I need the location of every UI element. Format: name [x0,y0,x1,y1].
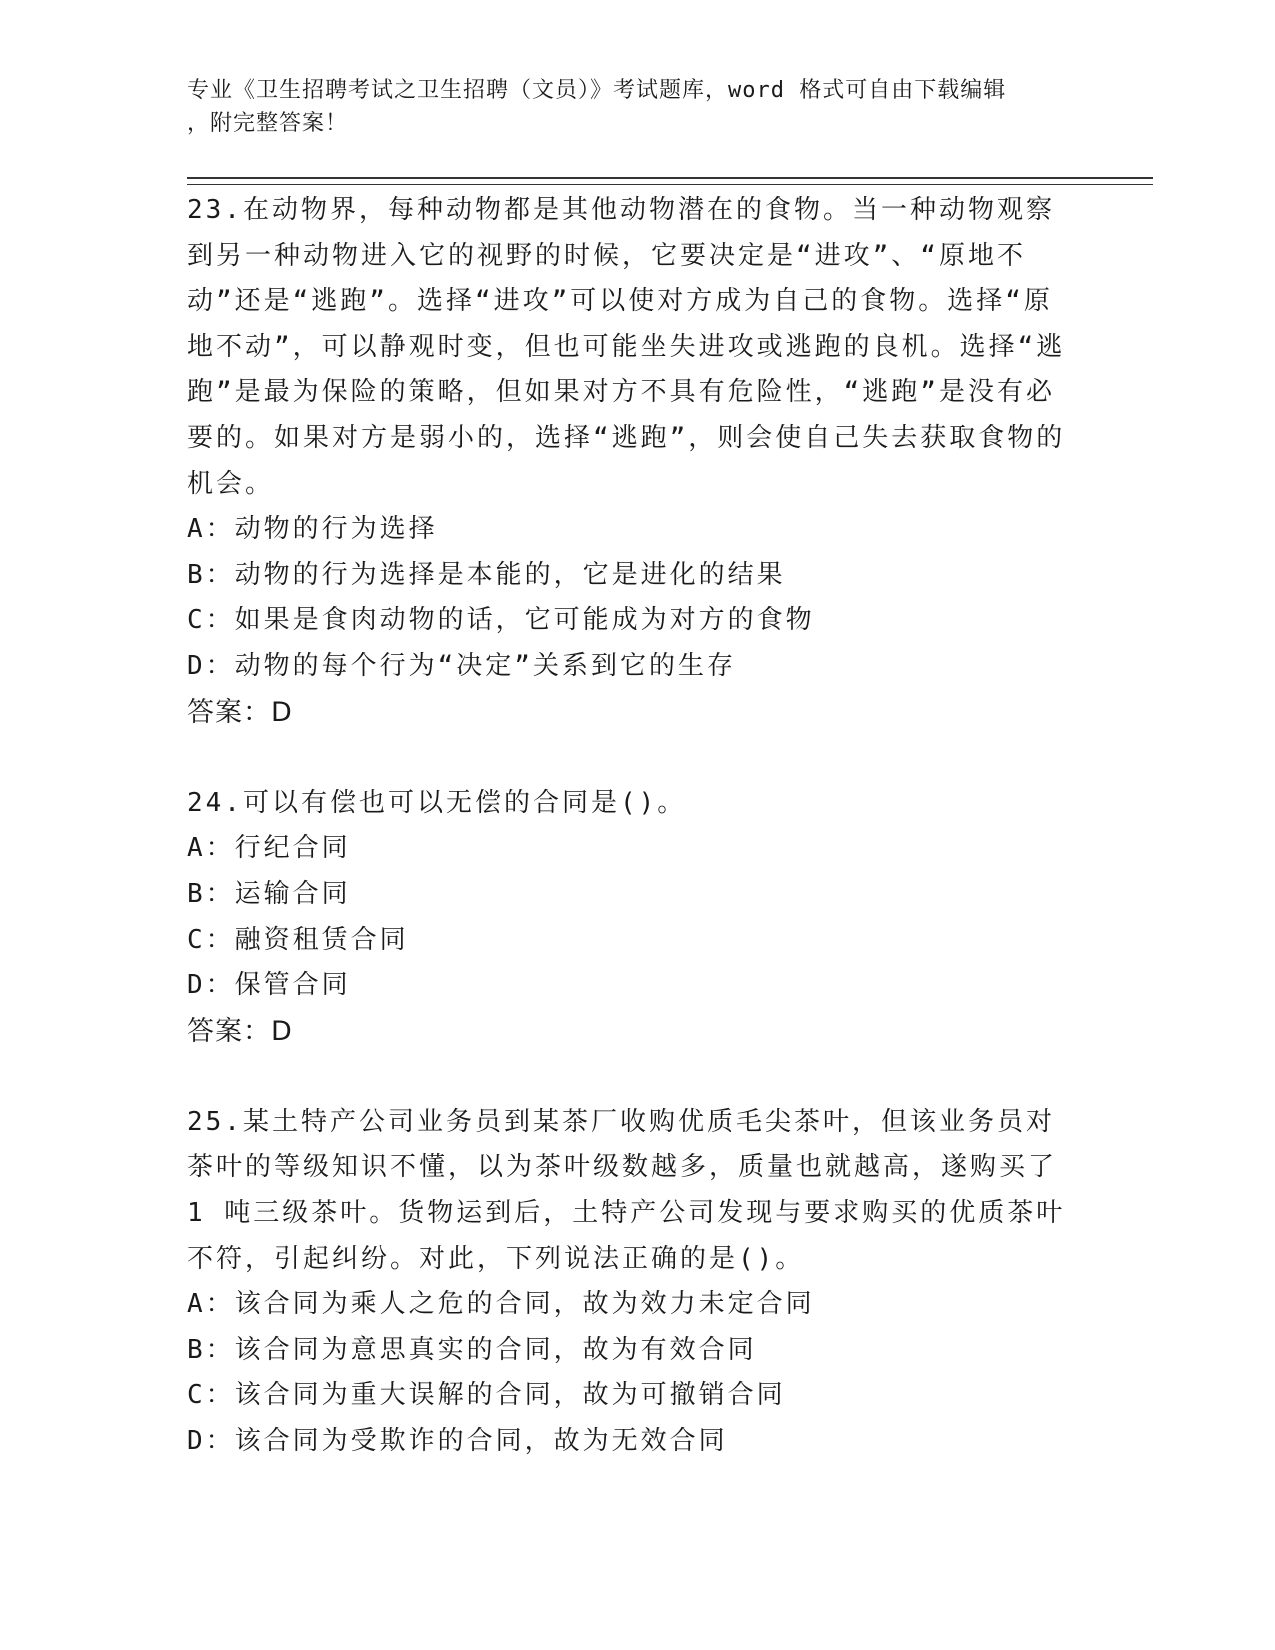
option-b: B：该合同为意思真实的合同，故为有效合同 [187,1334,757,1365]
option-b: B：动物的行为选择是本能的，它是进化的结果 [187,559,786,590]
option-c: C：该合同为重大误解的合同，故为可撤销合同 [187,1380,786,1411]
answer: 答案：D [187,696,293,728]
question-text: 23.在动物界，每种动物都是其他动物潜在的食物。当一种动物观察到另一种动物进入它的视野的时候，它要决定是“进攻”、“原地不动”还是“逃跑”。选择“进攻”可以使对方成为自己的食物。选择“原地不动”，可以静观时变，但也可能坐失进攻或逃跑的良机。选择“逃跑”是最为保险的策略，但如果对方不具有危险性，“逃跑”是没有必要的。如果对方是弱小的，选择“逃跑”，则会使自己失去获取食物的机会。 [187,195,1066,499]
option-a: A：该合同为乘人之危的合同，故为效力未定合同 [187,1289,815,1320]
header-rule-thick [187,177,1153,179]
header-line-1: 专业《卫生招聘考试之卫生招聘（文员）》考试题库，word 格式可自由下载编辑 [187,78,1007,103]
question-text: 24.可以有偿也可以无偿的合同是()。 [187,787,687,818]
question-list [187,188,1067,1510]
question-23 [187,188,1067,735]
answer: 答案：D [187,1015,293,1047]
option-d: D：保管合同 [187,970,351,1001]
option-b: B：运输合同 [187,878,351,909]
option-a: A：行纪合同 [187,833,351,864]
question-25 [187,1100,1067,1465]
header-rule-thin [187,184,1153,185]
option-c: C：如果是食肉动物的话，它可能成为对方的食物 [187,605,815,636]
option-a: A：动物的行为选择 [187,514,438,545]
header-line-2: ，附完整答案！ [187,111,349,136]
option-d: D：动物的每个行为“决定”关系到它的生存 [187,650,736,681]
question-24 [187,781,1067,1055]
option-d: D：该合同为受欺诈的合同，故为无效合同 [187,1426,728,1457]
question-text: 25.某土特产公司业务员到某茶厂收购优质毛尖茶叶，但该业务员对茶叶的等级知识不懂，以为茶叶级数越多，质量也就越高，遂购买了 1 吨三级茶叶。货物运到后，土特产公司发现与要求购买的优质茶叶不符，引起纠纷。对此，下列说法正确的是()。 [187,1106,1066,1274]
document-header [187,74,1067,140]
option-c: C：融资租赁合同 [187,924,409,955]
